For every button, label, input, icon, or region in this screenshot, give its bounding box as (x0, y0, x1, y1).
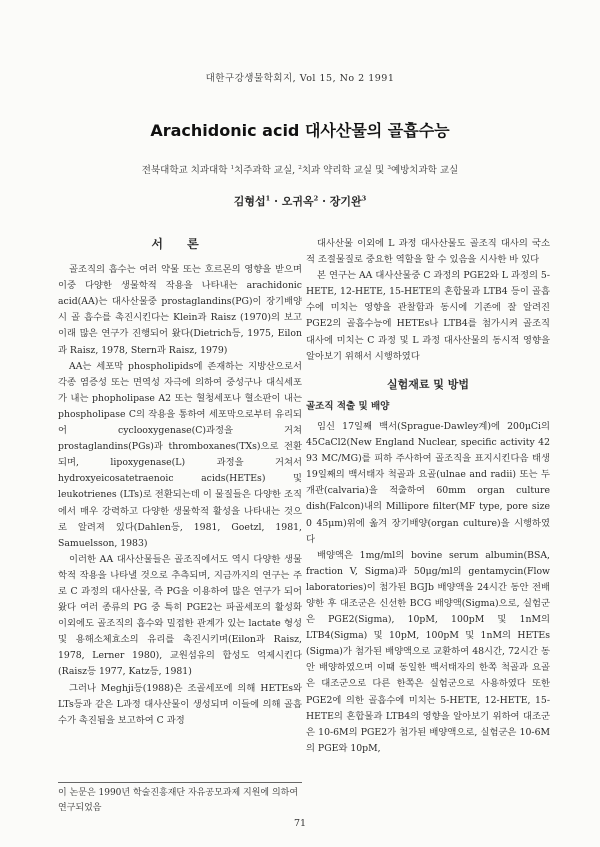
paper-title: Arachidonic acid 대사산물의 골흡수능 (150, 121, 450, 140)
paragraph: 골조직의 흡수는 여러 약물 또는 호르몬의 영향을 받으며 이중 다양한 생물학적 작용을 나타내는 arachidonic acid(AA)는 대사산물중 prostaglandins(PG)이 장기배양시 골 흡수를 촉진시킨다는 Klein과 Raisz (1970)의 보고이래 많은 연구가 진행되어 왔다(Dietrich등, 1975, Eilon과 Raisz, 1978, Stern과 Raisz, 1979) (58, 264, 302, 356)
journal-header: 대한구강생물학회지, Vol 15, No 2 1991 (205, 73, 395, 84)
paragraph: 이러한 AA 대사산물들은 골조직에서도 역시 다양한 생물학적 작용을 나타낼 것으로 추측되며, 지금까지의 연구는 주로 C 과정의 대사산물, 즉 PG을 이용하여 많은 연구가 되어 왔다 여러 종류의 PG 중 특히 PGE2는 파골세포의 활성화 이외에도 골조직의 흡수와 밀접한 관계가 있는 lactate 형성 및 용해소체효소의 유리를 촉진시키며(Eilon과 Raisz, 1978, Lerner 1980), 교원섬유의 합성도 억제시킨다(Raisz등 1977, Katz등, 1981) (58, 553, 302, 678)
subsection-heading: 골조직 적출 및 배양 (306, 400, 390, 412)
paragraph: 본 연구는 AA 대사산물중 C 과정의 PGE2와 L 과정의 5-HETE, 12-HETE, 15-HETE의 혼합물과 LTB4 등이 골흡수에 미치는 영향을 관찰함과 동시에 기존에 잘 알려진 PGE2의 골흡수능에 HETEs나 LTB4를 첨가시켜 골조직 대사에 미치는 C 과정 및 L 과정 대사산물의 동시적 영향을 알아보기 위해서 시행하였다 (306, 270, 550, 362)
left-column (58, 236, 302, 729)
section-heading-introduction: 서 론 (151, 237, 209, 251)
paragraph: AA는 세포막 phospholipids에 존재하는 지방산으로서 각종 염증성 또는 면역성 자극에 의하여 중성구나 대식세포가 내는 phopholipase A2 또는 혈청세포나 혈소판이 내는 phospholipase C의 작용을 통하여 세포막으로부터 유리되어 cyclooxygenase(C)과정을 거쳐 prostaglandins(PGs)과 thromboxanes(TXs)으로 전환되며, lipoxygenase(L) 과정을 거쳐서 hydroxyeicosatetraenoic acids(HETEs) 및 leukotrienes (LTs)로 전환되는데 이 물질들은 다양한 조직에서 매우 강력하고 다양한 생물학적 활성을 나타내는 것으로 알려져 있다(Dahlen등, 1981, Goetzl, 1981, Samuelsson, 1983) (58, 360, 302, 549)
footnote-divider (58, 782, 302, 783)
affiliation: 전북대학교 치과대학 $^1$치주과학 교실, $^2$치과 약리학 교실 및 $^3$예방치과학 교실 (141, 164, 459, 176)
paragraph: 배양액은 1mg/ml의 bovine serum albumin(BSA, fraction V, Sigma)과 50μg/ml의 gentamycin(Flow laboratories)이 첨가된 BGJb 배양액을 24시간 동안 전배양한 후 대조군은 신선한 BCG 배양액(Sigma)으로, 실험군은 PGE2(Sigma), 10pM, 100pM 및 1nM의 LTB4(Sigma) 및 10pM, 100pM 및 1nM의 HETEs (Sigma)가 첨가된 배양액으로 교환하여 48시간, 72시간 동안 배양하였으며 이때 동일한 백서태자의 한쪽 척골과 요골은 대조군으로 다른 한쪽은 실험군으로 사용하였다 또한 PGE2에 의한 골흡수에 미치는 5-HETE, 12-HETE, 15-HETE의 혼합물과 LTB4의 영향을 알아보기 위하여 대조군은 10-6M의 PGE2가 첨가된 배양액으로, 실험군은 10-6M의 PGE와 10pM, (306, 549, 550, 754)
paragraph: 임신 17일째 백서(Sprague-Dawley계)에 200μCi의 45CaCl2(New England Nuclear, specific activity 42 93 MC/MG)를 피하 주사하여 골조직을 표지시킨다음 태생 19일째의 백서태자 척골과 요골(ulnae and radii) 또는 두개관(calvaria)을 적출하여 60mm organ culture dish(Falcon)내의 Millipore filter(MF type, pore size 0 45μm)위에 옮겨 장기배양(organ culture)을 시행하였다 (306, 420, 550, 545)
paragraph: 대사산물 이외에 L 과정 대사산물도 골조직 대사의 국소적 조절물질로 중요한 역할을 할 수 있음을 시사한 바 있다 (306, 238, 550, 266)
section-heading-methods: 실험재료 및 방법 (386, 377, 470, 391)
author-list: 김형섭$^1$ · 오귀옥$^2$ · 장기완$^3$ (233, 194, 367, 208)
right-column (306, 236, 550, 757)
footnote: 이 논문은 1990년 학술진흥재단 자유공모과제 지원에 의하여 연구되었음 (58, 788, 299, 813)
page-number: 71 (293, 818, 307, 829)
paragraph: 그러나 Meghji등(1988)은 조골세포에 의해 HETEs와 LTs등과 같은 L과정 대사산물이 생성되며 이들에 의해 골흡수가 촉진됨을 보고하여 C 과정 (58, 682, 302, 726)
